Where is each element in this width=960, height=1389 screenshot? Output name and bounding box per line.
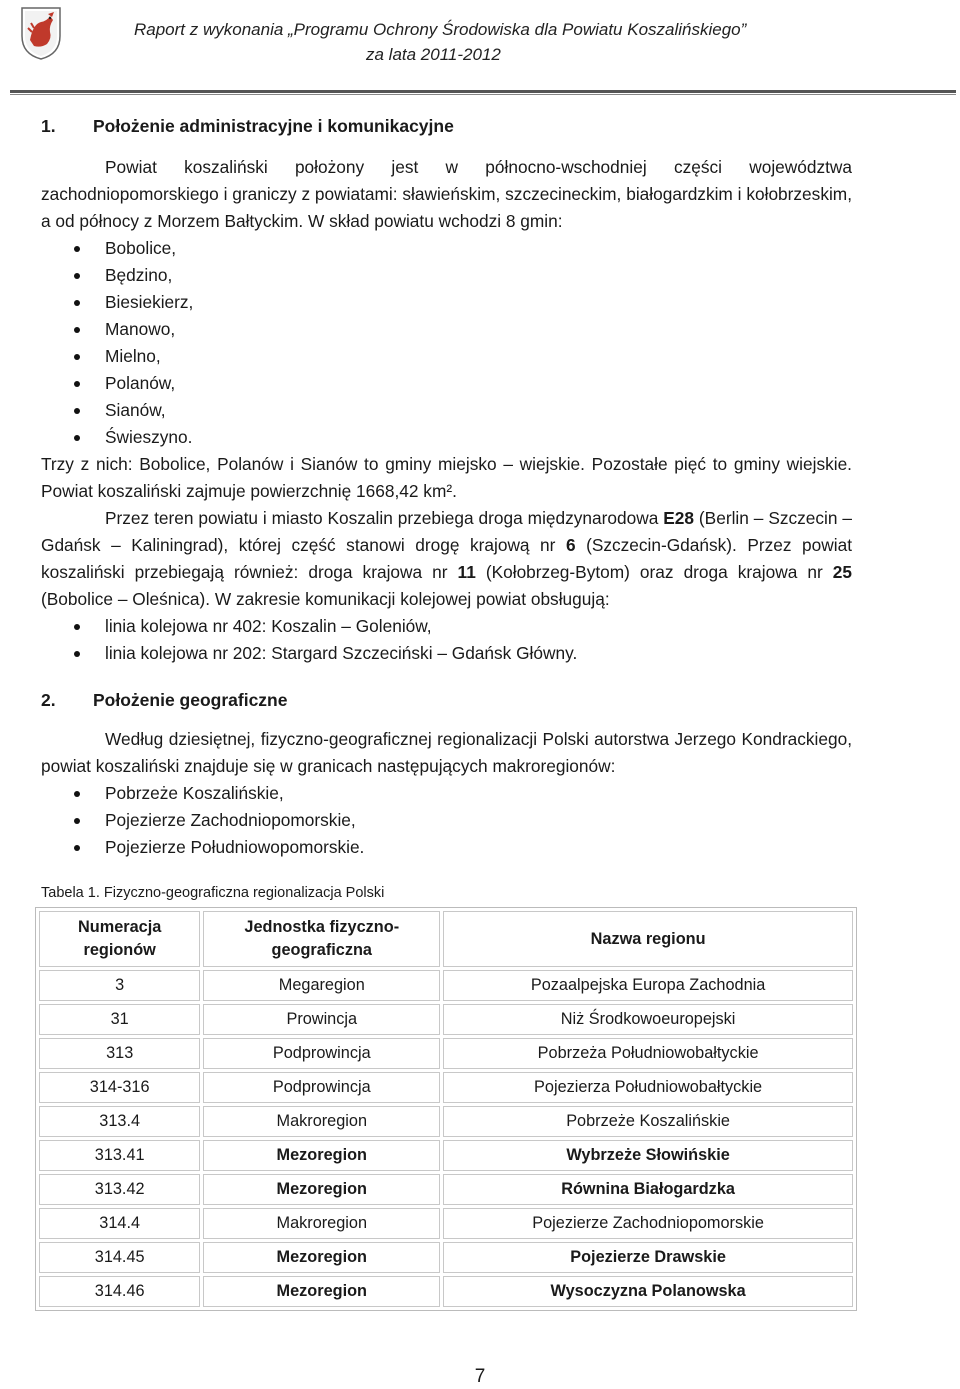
table-cell: 313.41 <box>39 1140 200 1171</box>
roads-text: (Berlin – Szczecin – Gdańsk – Kaliningrad), której część stanowi drogę krajową nr <box>41 508 853 555</box>
section-1-intro: Powiat koszaliński położony jest w północno-wschodniej części województwa zachodniopomorskiego i graniczy z powiatami: sławieńskim, szczecineckim, białogardzkim i kołobrzeskim, a od północy z Morzem Bałtyckim. W skład powiatu wchodzi 8 gmin: <box>41 157 852 231</box>
list-item: Sianów, <box>41 397 852 424</box>
table-cell: Wybrzeże Słowińskie <box>443 1140 853 1171</box>
table-row <box>39 1072 853 1103</box>
table-cell: Pobrzeża Południowobałtyckie <box>443 1038 853 1069</box>
list-item: Pojezierze Zachodniopomorskie, <box>41 807 852 834</box>
table-cell: 313.4 <box>39 1106 200 1137</box>
column-header: Nazwa regionu <box>443 911 853 967</box>
table-cell: Mezoregion <box>203 1242 440 1273</box>
page-header <box>0 0 960 100</box>
table-cell: Pojezierze Drawskie <box>443 1242 853 1273</box>
table-cell: Mezoregion <box>203 1276 440 1307</box>
table-header-row <box>39 911 853 967</box>
table-cell: Megaregion <box>203 970 440 1001</box>
column-header: Numeracja regionów <box>39 911 200 967</box>
table-row <box>39 1106 853 1137</box>
table-cell: 313 <box>39 1038 200 1069</box>
list-item: Bobolice, <box>41 235 852 262</box>
table-row <box>39 1174 853 1205</box>
table-row <box>39 1004 853 1035</box>
list-item: Mielno, <box>41 343 852 370</box>
table-cell: Pobrzeże Koszalińskie <box>443 1106 853 1137</box>
list-item: Będzino, <box>41 262 852 289</box>
table-cell: Mezoregion <box>203 1174 440 1205</box>
table-cell: Prowincja <box>203 1004 440 1035</box>
table-cell: 313.42 <box>39 1174 200 1205</box>
column-header: Jednostka fizyczno-geograficzna <box>203 911 440 967</box>
list-item: Manowo, <box>41 316 852 343</box>
header-divider <box>10 90 956 93</box>
table-row <box>39 1276 853 1307</box>
coat-of-arms-icon <box>20 6 62 60</box>
table-cell: 314.4 <box>39 1208 200 1239</box>
table-cell: Makroregion <box>203 1106 440 1137</box>
table-cell: Makroregion <box>203 1208 440 1239</box>
table-caption: Tabela 1. Fizyczno-geograficzna regionalizacja Polski <box>41 885 385 901</box>
section-1-title: Położenie administracyjne i komunikacyjne <box>93 116 454 136</box>
roads-text: (Szczecin-Gdańsk). Przez powiat koszaliński przebiegają również: droga krajowa nr <box>41 535 852 582</box>
road-6: 6 <box>565 535 576 555</box>
table-cell: Pozaalpejska Europa Zachodnia <box>443 970 853 1001</box>
road-e28: E28 <box>663 508 694 528</box>
table-cell: 314.45 <box>39 1242 200 1273</box>
table-cell: 314.46 <box>39 1276 200 1307</box>
list-item: linia kolejowa nr 202: Stargard Szczeciński – Gdańsk Główny. <box>41 640 852 667</box>
section-2-heading <box>41 687 852 714</box>
road-25: 25 <box>832 562 852 582</box>
header-years: za lata 2011-2012 <box>366 45 501 64</box>
table-cell: Niż Środkowoeuropejski <box>443 1004 853 1035</box>
list-item: Pojezierze Południowopomorskie. <box>41 834 852 861</box>
section-2-number: 2. <box>41 690 56 710</box>
header-divider-thin <box>10 94 956 95</box>
main-content <box>41 113 852 1311</box>
list-item: Świeszyno. <box>41 424 852 451</box>
table-row <box>39 1038 853 1069</box>
list-item: Polanów, <box>41 370 852 397</box>
table-row <box>39 970 853 1001</box>
list-item: Pobrzeże Koszalińskie, <box>41 780 852 807</box>
roads-paragraph <box>41 505 852 613</box>
table-cell: 31 <box>39 1004 200 1035</box>
table-cell: Podprowincja <box>203 1038 440 1069</box>
section-1-heading <box>41 113 852 140</box>
section-2-intro: Według dziesiętnej, fizyczno-geograficznej regionalizacji Polski autorstwa Jerzego Kondrackiego, powiat koszaliński znajduje się w granicach następujących makroregionów: <box>41 729 852 776</box>
section-1-number: 1. <box>41 116 56 136</box>
table-cell: 3 <box>39 970 200 1001</box>
regions-list <box>41 780 852 861</box>
roads-text: (Kołobrzeg-Bytom) oraz droga krajowa nr <box>475 562 833 582</box>
roads-text: Przez teren powiatu i miasto Koszalin przebiega droga międzynarodowa <box>105 508 664 528</box>
table-row <box>39 1242 853 1273</box>
table-row <box>39 1140 853 1171</box>
railways-list <box>41 613 852 667</box>
table-cell: Podprowincja <box>203 1072 440 1103</box>
page-number: 7 <box>474 1366 486 1387</box>
table-cell: Pojezierze Zachodniopomorskie <box>443 1208 853 1239</box>
list-item: Biesiekierz, <box>41 289 852 316</box>
roads-text: (Bobolice – Oleśnica). W zakresie komunikacji kolejowej powiat obsługują: <box>41 589 610 609</box>
table-cell: Pojezierza Południowobałtyckie <box>443 1072 853 1103</box>
table-cell: Równina Białogardzka <box>443 1174 853 1205</box>
gminy-summary: Trzy z nich: Bobolice, Polanów i Sianów to gminy miejsko – wiejskie. Pozostałe pięć to gminy wiejskie. Powiat koszaliński zajmuje powierzchnię 1668,42 km². <box>41 454 852 501</box>
regionalization-table <box>35 907 857 1311</box>
table-cell: Wysoczyzna Polanowska <box>443 1276 853 1307</box>
header-title: Raport z wykonania „Programu Ochrony Środowiska dla Powiatu Koszalińskiego” <box>134 20 747 39</box>
road-11: 11 <box>457 562 476 582</box>
table-cell: Mezoregion <box>203 1140 440 1171</box>
gminy-list <box>41 235 852 451</box>
table-row <box>39 1208 853 1239</box>
table-cell: 314-316 <box>39 1072 200 1103</box>
section-2-title: Położenie geograficzne <box>93 690 288 710</box>
list-item: linia kolejowa nr 402: Koszalin – Goleniów, <box>41 613 852 640</box>
